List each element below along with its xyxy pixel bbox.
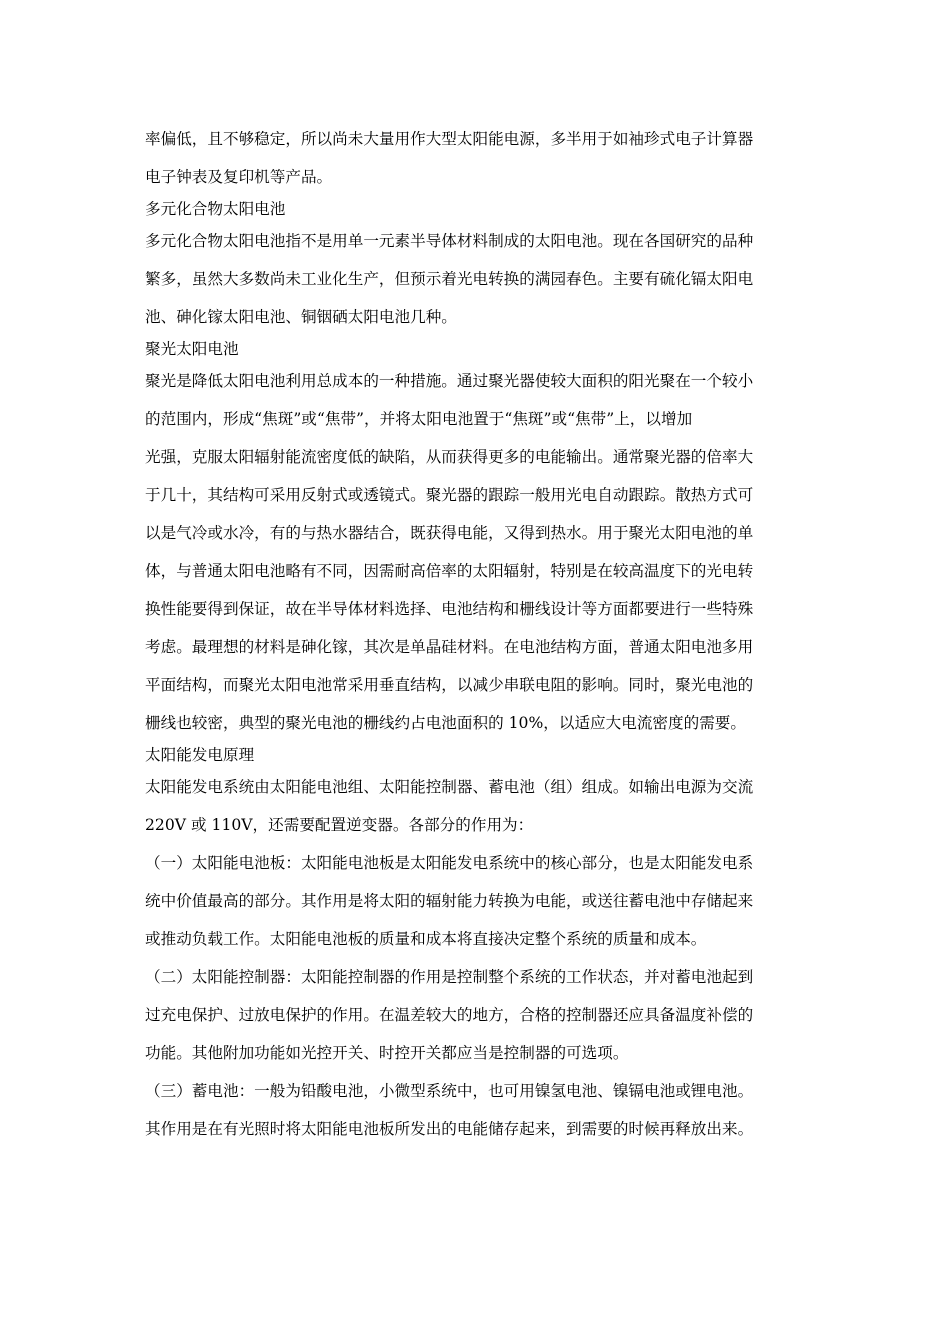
section-heading: 聚光太阳电池 (145, 340, 239, 358)
paragraph-line: 池、砷化镓太阳电池、铜铟硒太阳电池几种。 (145, 308, 457, 326)
paragraph-line: 栅线也较密，典型的聚光电池的栅线约占电池面积的 10%，以适应大电流密度的需要。 (145, 714, 746, 732)
paragraph-line: 多元化合物太阳电池指不是用单一元素半导体材料制成的太阳电池。现在各国研究的品种 (145, 232, 754, 250)
paragraph-line: 的范围内，形成“焦斑”或“焦带”，并将太阳电池置于“焦斑”或“焦带”上，以增加 (145, 410, 693, 428)
paragraph-line: 平面结构，而聚光太阳电池常采用垂直结构，以减少串联电阻的影响。同时，聚光电池的 (145, 676, 754, 694)
paragraph-line: 功能。其他附加功能如光控开关、时控开关都应当是控制器的可选项。 (145, 1044, 629, 1062)
paragraph-line: 光强，克服太阳辐射能流密度低的缺陷，从而获得更多的电能输出。通常聚光器的倍率大 (145, 448, 754, 466)
paragraph-line: （三）蓄电池：一般为铅酸电池，小微型系统中，也可用镍氢电池、镍镉电池或锂电池。 (145, 1082, 754, 1100)
paragraph-line: 220V 或 110V，还需要配置逆变器。各部分的作用为： (145, 816, 534, 834)
paragraph-line: （二）太阳能控制器：太阳能控制器的作用是控制整个系统的工作状态，并对蓄电池起到 (145, 968, 754, 986)
paragraph-line: 太阳能发电系统由太阳能电池组、太阳能控制器、蓄电池（组）组成。如输出电源为交流 (145, 778, 754, 796)
section-heading: 太阳能发电原理 (145, 746, 255, 764)
paragraph-line: 其作用是在有光照时将太阳能电池板所发出的电能储存起来，到需要的时候再释放出来。 (145, 1120, 754, 1138)
paragraph-line: 或推动负载工作。太阳能电池板的质量和成本将直接决定整个系统的质量和成本。 (145, 930, 707, 948)
paragraph-line: 考虑。最理想的材料是砷化镓，其次是单晶硅材料。在电池结构方面，普通太阳电池多用 (145, 638, 754, 656)
paragraph-line: 聚光是降低太阳电池利用总成本的一种措施。通过聚光器使较大面积的阳光聚在一个较小 (145, 372, 754, 390)
document-body (145, 120, 810, 1148)
paragraph-line: 换性能要得到保证，故在半导体材料选择、电池结构和栅线设计等方面都要进行一些特殊 (145, 600, 754, 618)
paragraph-line: 统中价值最高的部分。其作用是将太阳的辐射能力转换为电能，或送往蓄电池中存储起来 (145, 892, 754, 910)
paragraph-line: 率偏低，且不够稳定，所以尚未大量用作大型太阳能电源，多半用于如袖珍式电子计算器 (145, 130, 754, 148)
paragraph-line: 于几十，其结构可采用反射式或透镜式。聚光器的跟踪一般用光电自动跟踪。散热方式可 (145, 486, 754, 504)
paragraph-line: 电子钟表及复印机等产品。 (145, 168, 333, 186)
paragraph-line: 繁多，虽然大多数尚未工业化生产，但预示着光电转换的满园春色。主要有硫化镉太阳电 (145, 270, 754, 288)
paragraph-line: （一）太阳能电池板：太阳能电池板是太阳能发电系统中的核心部分，也是太阳能发电系 (145, 854, 754, 872)
paragraph-line: 体，与普通太阳电池略有不同，因需耐高倍率的太阳辐射，特别是在较高温度下的光电转 (145, 562, 754, 580)
paragraph-line: 过充电保护、过放电保护的作用。在温差较大的地方，合格的控制器还应具备温度补偿的 (145, 1006, 754, 1024)
paragraph-line: 以是气冷或水冷，有的与热水器结合，既获得电能，又得到热水。用于聚光太阳电池的单 (145, 524, 754, 542)
section-heading: 多元化合物太阳电池 (145, 200, 286, 218)
